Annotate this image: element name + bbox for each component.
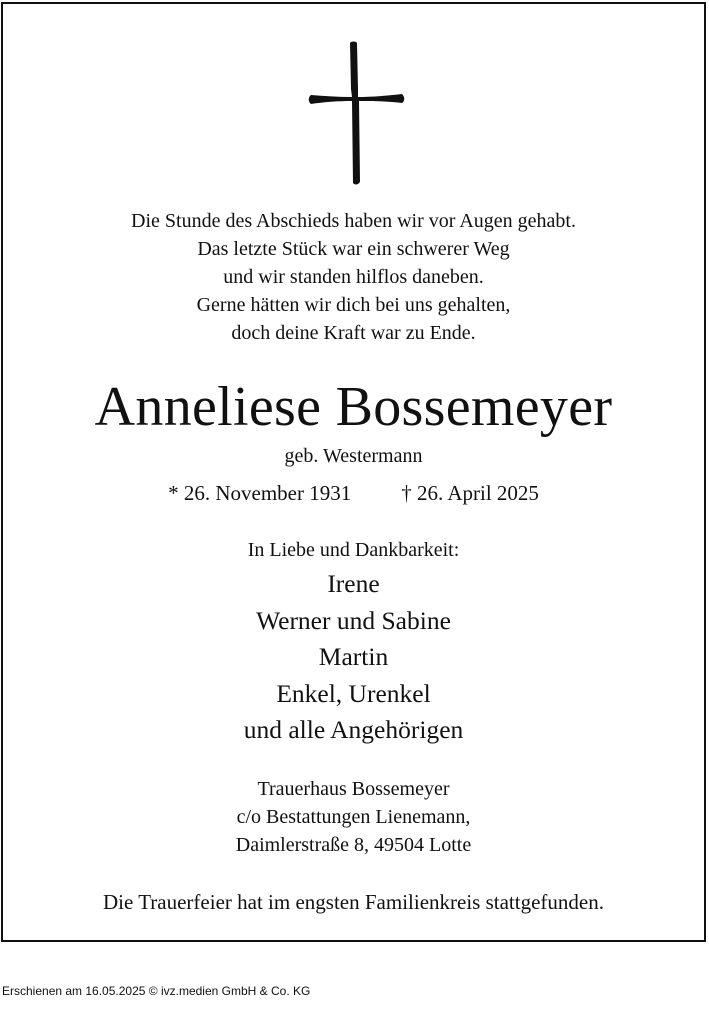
mourners-list bbox=[3, 566, 704, 749]
verse-line: Die Stunde des Abschieds haben wir vor Augen gehabt. bbox=[131, 210, 576, 232]
cross-icon bbox=[306, 41, 406, 187]
verse-line: und wir standen hilflos daneben. bbox=[223, 266, 484, 288]
birth-name: geb. Westermann bbox=[284, 445, 423, 467]
mourning-address bbox=[3, 775, 704, 859]
mourner-name: Irene bbox=[327, 569, 380, 598]
life-dates bbox=[3, 479, 704, 507]
mourner-name: und alle Angehörigen bbox=[243, 715, 464, 744]
mourner-name: Werner und Sabine bbox=[256, 605, 451, 635]
publication-footer: Erschienen am 16.05.2025 © ivz.medien GmbH & Co. KG bbox=[2, 984, 311, 998]
verse-line: Das letzte Stück war ein schwerer Weg bbox=[197, 238, 510, 260]
closing-note: Die Trauerfeier hat im engsten Familienkreis stattgefunden. bbox=[103, 890, 604, 914]
address-line: Daimlerstraße 8, 49504 Lotte bbox=[235, 834, 472, 856]
obituary-notice bbox=[1, 2, 706, 942]
verse-line: Gerne hätten wir dich bei uns gehalten, bbox=[196, 294, 511, 316]
mourner-name: Enkel, Urenkel bbox=[276, 678, 431, 708]
verse-line: doch deine Kraft war zu Ende. bbox=[231, 322, 476, 344]
verse bbox=[3, 207, 704, 347]
deceased-name: Anneliese Bossemeyer bbox=[94, 376, 613, 438]
mourner-name: Martin bbox=[318, 642, 389, 671]
mourners-intro: In Liebe und Dankbarkeit: bbox=[247, 539, 460, 561]
address-line: c/o Bestattungen Lienemann, bbox=[236, 806, 471, 828]
death-date: † 26. April 2025 bbox=[401, 481, 539, 505]
address-line: Trauerhaus Bossemeyer bbox=[257, 778, 450, 800]
birth-date: * 26. November 1931 bbox=[168, 481, 352, 505]
